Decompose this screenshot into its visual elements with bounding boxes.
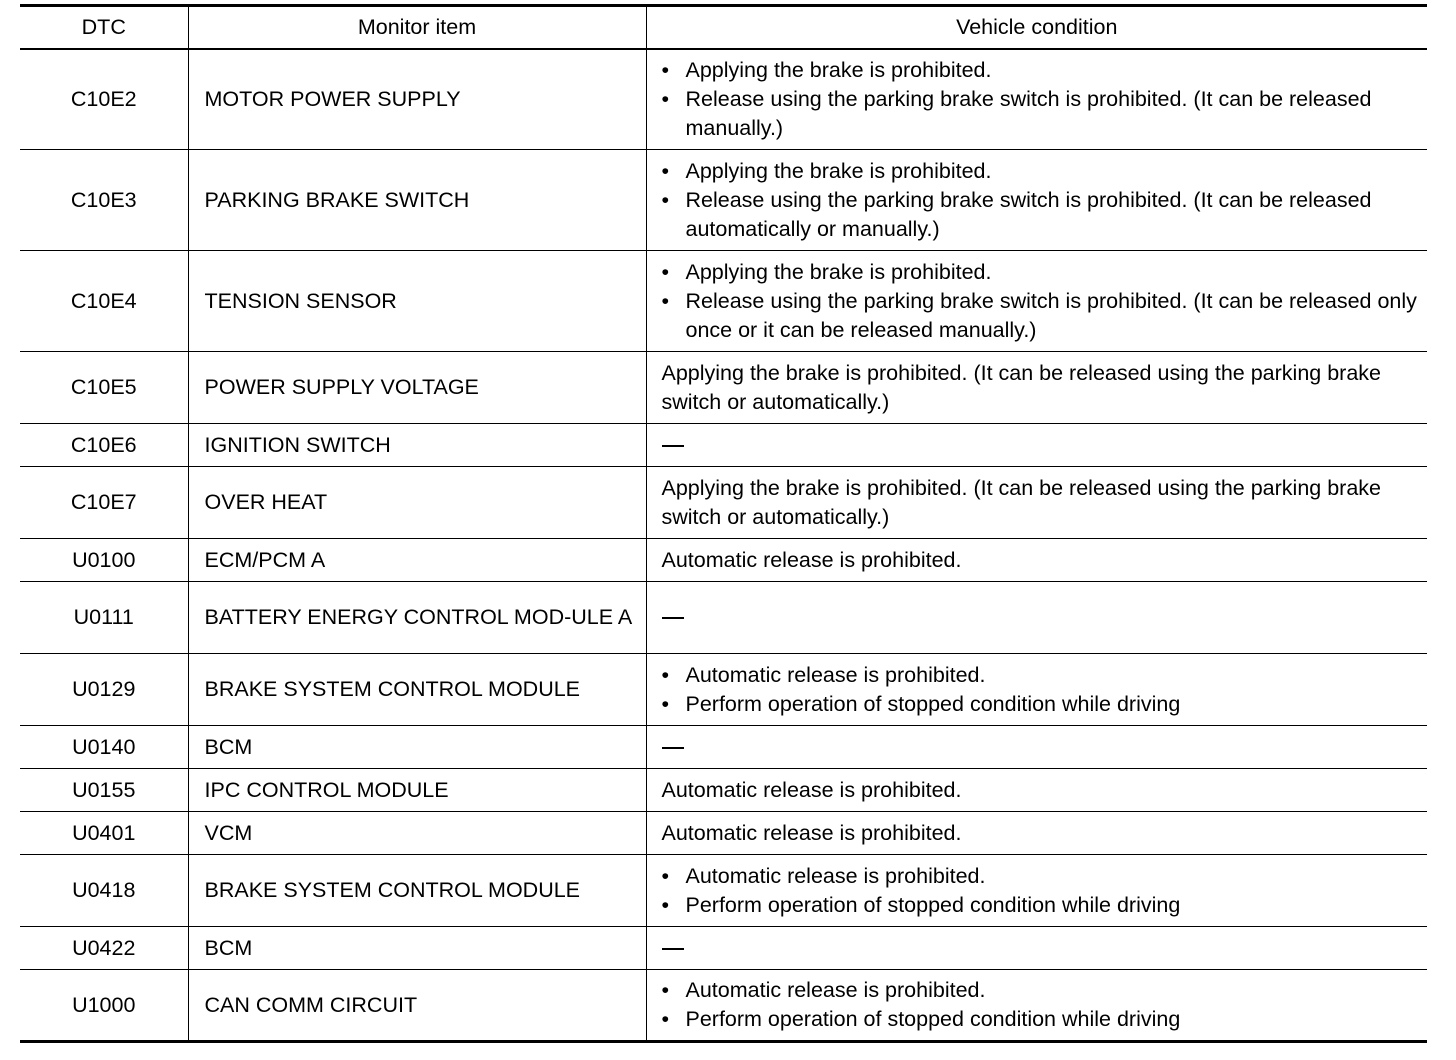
table-row xyxy=(20,769,1427,812)
bullet-icon: • xyxy=(661,57,670,82)
dtc-code: C10E5 xyxy=(20,352,188,424)
dtc-code: C10E4 xyxy=(20,251,188,352)
table-row xyxy=(20,467,1427,539)
vehicle-condition xyxy=(646,251,1427,352)
condition-item xyxy=(662,157,1420,186)
table-row xyxy=(20,855,1427,927)
table-row xyxy=(20,582,1427,654)
condition-item xyxy=(662,690,1420,719)
bullet-icon: • xyxy=(661,662,670,687)
bullet-icon: • xyxy=(661,892,670,917)
condition-text: Release using the parking brake switch is prohibited. (It can be released automatically or manually.) xyxy=(685,187,1372,241)
monitor-item: BCM xyxy=(188,726,646,769)
vehicle-condition xyxy=(646,970,1427,1042)
condition-text: Applying the brake is prohibited. xyxy=(685,57,992,82)
bullet-icon: • xyxy=(661,1007,670,1031)
dash-icon xyxy=(662,617,684,619)
monitor-item: BRAKE SYSTEM CONTROL MODULE xyxy=(188,654,646,726)
bullet-icon: • xyxy=(661,187,670,212)
condition-list xyxy=(662,661,1420,719)
condition-text: Automatic release is prohibited. xyxy=(685,662,986,687)
vehicle-condition: Applying the brake is prohibited. (It can be released using the parking brake switch or automatically.) xyxy=(646,467,1427,539)
condition-list xyxy=(662,56,1420,143)
bullet-icon: • xyxy=(661,863,670,888)
table-row xyxy=(20,251,1427,352)
monitor-item: BRAKE SYSTEM CONTROL MODULE xyxy=(188,855,646,927)
bullet-icon: • xyxy=(661,158,670,183)
dtc-code: U0422 xyxy=(20,927,188,970)
table-row xyxy=(20,49,1427,150)
condition-item xyxy=(662,85,1420,143)
header-monitor-item: Monitor item xyxy=(188,6,646,49)
vehicle-condition: Automatic release is prohibited. xyxy=(646,812,1427,855)
dtc-code: U0111 xyxy=(20,582,188,654)
monitor-item: BCM xyxy=(188,927,646,970)
table-row xyxy=(20,726,1427,769)
monitor-item: OVER HEAT xyxy=(188,467,646,539)
dtc-code: U0418 xyxy=(20,855,188,927)
monitor-item: IGNITION SWITCH xyxy=(188,424,646,467)
condition-item xyxy=(662,186,1420,244)
dtc-code: C10E3 xyxy=(20,150,188,251)
bullet-icon: • xyxy=(661,259,670,284)
monitor-item: TENSION SENSOR xyxy=(188,251,646,352)
vehicle-condition xyxy=(646,582,1427,654)
dtc-code: C10E7 xyxy=(20,467,188,539)
dtc-code: C10E2 xyxy=(20,49,188,150)
vehicle-condition: Applying the brake is prohibited. (It can be released using the parking brake switch or automatically.) xyxy=(646,352,1427,424)
dtc-code: C10E6 xyxy=(20,424,188,467)
bullet-icon: • xyxy=(661,691,670,716)
monitor-item: MOTOR POWER SUPPLY xyxy=(188,49,646,150)
dtc-code: U0155 xyxy=(20,769,188,812)
dash-icon xyxy=(662,747,684,749)
condition-list xyxy=(662,157,1420,244)
condition-item xyxy=(662,891,1420,920)
vehicle-condition xyxy=(646,424,1427,467)
condition-list xyxy=(662,976,1420,1034)
vehicle-condition xyxy=(646,654,1427,726)
table-row xyxy=(20,150,1427,251)
condition-text: Release using the parking brake switch is prohibited. (It can be released manually.) xyxy=(685,86,1372,140)
condition-text: Perform operation of stopped condition while driving xyxy=(685,1007,1181,1031)
monitor-item: ECM/PCM A xyxy=(188,539,646,582)
vehicle-condition: Automatic release is prohibited. xyxy=(646,539,1427,582)
dash-icon xyxy=(662,948,684,950)
header-vehicle-condition: Vehicle condition xyxy=(646,6,1427,49)
condition-text: Automatic release is prohibited. xyxy=(685,978,986,1002)
header-row xyxy=(20,6,1427,49)
condition-item xyxy=(662,287,1420,345)
table-row xyxy=(20,654,1427,726)
condition-item xyxy=(662,56,1420,85)
header-dtc: DTC xyxy=(20,6,188,49)
condition-item xyxy=(662,661,1420,690)
vehicle-condition xyxy=(646,150,1427,251)
vehicle-condition xyxy=(646,49,1427,150)
vehicle-condition: Automatic release is prohibited. xyxy=(646,769,1427,812)
table-row xyxy=(20,539,1427,582)
condition-text: Release using the parking brake switch is prohibited. (It can be released only once or it can be released manually.) xyxy=(685,288,1417,342)
table-row xyxy=(20,352,1427,424)
dtc-table xyxy=(20,4,1427,1043)
dash-icon xyxy=(662,445,684,447)
dtc-code: U0140 xyxy=(20,726,188,769)
bullet-icon: • xyxy=(661,978,670,1002)
bullet-icon: • xyxy=(661,86,670,111)
table-row xyxy=(20,812,1427,855)
condition-item xyxy=(662,976,1420,1005)
dtc-code: U1000 xyxy=(20,970,188,1042)
condition-text: Perform operation of stopped condition while driving xyxy=(685,892,1181,917)
dtc-code: U0401 xyxy=(20,812,188,855)
table-row xyxy=(20,927,1427,970)
condition-text: Perform operation of stopped condition while driving xyxy=(685,691,1181,716)
table-row xyxy=(20,424,1427,467)
vehicle-condition xyxy=(646,855,1427,927)
condition-item xyxy=(662,258,1420,287)
condition-list xyxy=(662,258,1420,345)
condition-item xyxy=(662,862,1420,891)
monitor-item: VCM xyxy=(188,812,646,855)
table-row xyxy=(20,970,1427,1042)
condition-text: Applying the brake is prohibited. xyxy=(685,259,992,284)
monitor-item: PARKING BRAKE SWITCH xyxy=(188,150,646,251)
condition-text: Automatic release is prohibited. xyxy=(685,863,986,888)
condition-item xyxy=(662,1005,1420,1034)
dtc-code: U0100 xyxy=(20,539,188,582)
bullet-icon: • xyxy=(661,288,670,313)
dtc-code: U0129 xyxy=(20,654,188,726)
vehicle-condition xyxy=(646,726,1427,769)
monitor-item: BATTERY ENERGY CONTROL MOD-ULE A xyxy=(188,582,646,654)
condition-text: Applying the brake is prohibited. xyxy=(685,158,992,183)
monitor-item: CAN COMM CIRCUIT xyxy=(188,970,646,1042)
condition-list xyxy=(662,862,1420,920)
monitor-item: POWER SUPPLY VOLTAGE xyxy=(188,352,646,424)
monitor-item: IPC CONTROL MODULE xyxy=(188,769,646,812)
vehicle-condition xyxy=(646,927,1427,970)
